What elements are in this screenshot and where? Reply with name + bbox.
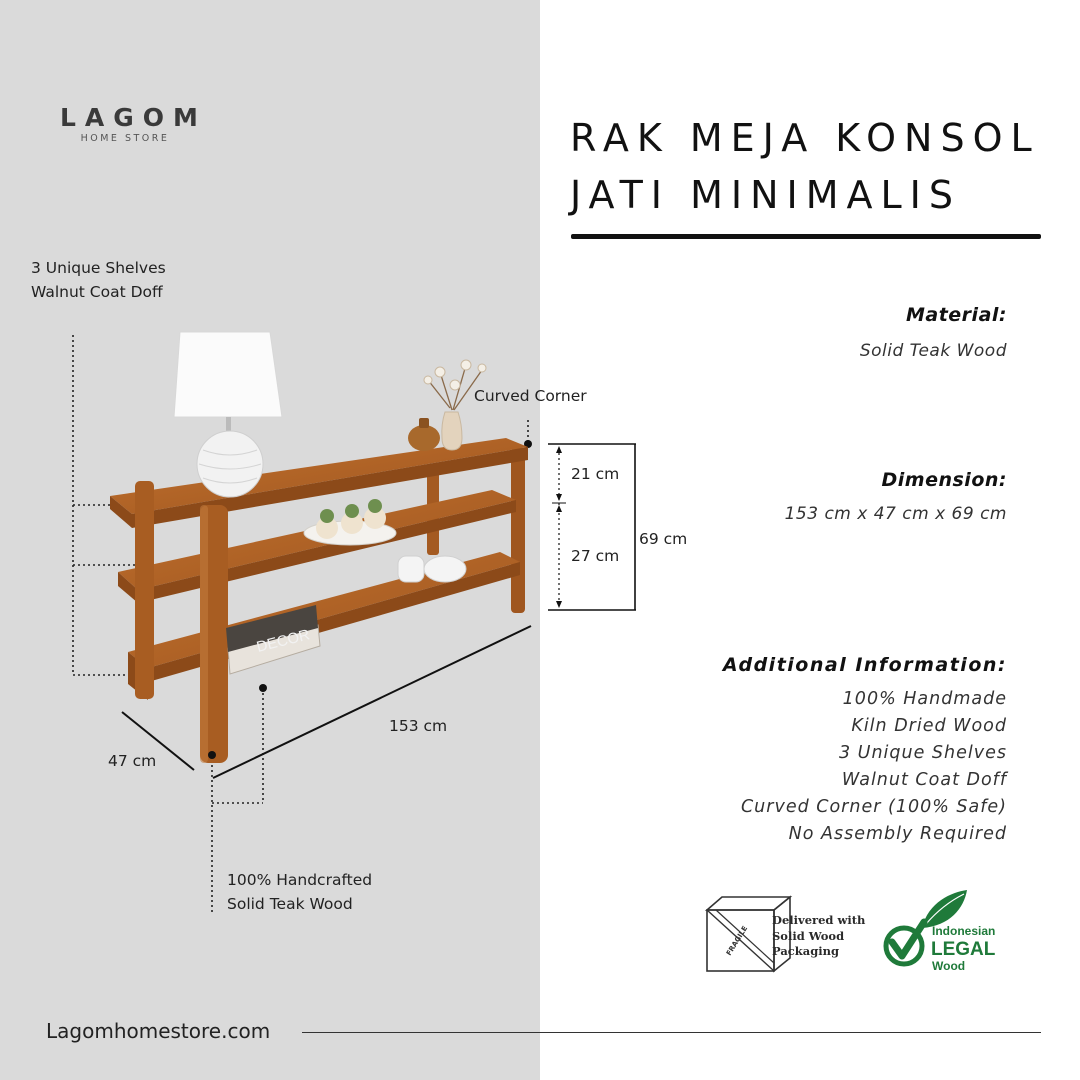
page-title — [570, 110, 1040, 224]
website-link[interactable]: Lagomhomestore.com — [46, 1019, 271, 1043]
dim-lower-gap: 27 cm — [571, 547, 620, 565]
svg-text:FRAGILE: FRAGILE — [724, 924, 750, 958]
brand-logo: LAGOM — [60, 103, 207, 132]
succulent-tray — [304, 499, 396, 545]
title-line-2: JATI MINIMALIS — [570, 173, 961, 217]
book-title: DECOR — [254, 626, 312, 656]
front-leg-left — [135, 481, 154, 699]
dim-upper-gap: 21 cm — [571, 465, 620, 483]
legal-line-3: Wood — [932, 959, 966, 973]
bottom-shelf-marker — [259, 684, 267, 692]
handcrafted-callout-line1: 100% Handcrafted — [227, 871, 373, 889]
info-item: 3 Unique Shelves — [838, 743, 1007, 763]
ceramic-pots — [398, 556, 466, 582]
back-leg-right — [511, 448, 525, 613]
legal-line-1: Indonesian — [932, 924, 996, 938]
packaging-badge-text — [772, 913, 865, 960]
material-label: Material: — [905, 304, 1007, 326]
title-line-1: RAK MEJA KONSOL — [570, 116, 1040, 160]
handcrafted-callout-line2: Solid Teak Wood — [227, 895, 353, 913]
dimension-label: Dimension: — [881, 469, 1007, 491]
packaging-line-3: Packaging — [772, 944, 840, 958]
additional-info-label: Additional Information: — [722, 654, 1007, 676]
packaging-line-1: Delivered with — [772, 913, 866, 927]
packaging-line-2: Solid Wood — [772, 928, 845, 943]
corner-callout: Curved Corner — [474, 387, 587, 405]
info-item: Walnut Coat Doff — [841, 770, 1007, 790]
height-dimension-lines — [548, 444, 636, 610]
dim-height: 69 cm — [639, 530, 688, 548]
dim-depth: 47 cm — [108, 752, 157, 770]
info-item: No Assembly Required — [788, 824, 1007, 844]
material-value: Solid Teak Wood — [859, 341, 1007, 361]
title-underline — [571, 234, 1041, 239]
additional-info-list — [741, 686, 1007, 848]
info-item: 100% Handmade — [842, 689, 1007, 709]
info-item: Kiln Dried Wood — [851, 716, 1007, 736]
depth-dimension-line — [122, 712, 194, 770]
vases — [408, 360, 486, 451]
brand-subtitle: HOME STORE — [80, 133, 170, 144]
shelves-callout-line2: Walnut Coat Doff — [31, 283, 163, 301]
dimension-value: 153 cm x 47 cm x 69 cm — [784, 504, 1007, 524]
table-lamp — [174, 332, 282, 497]
dim-length: 153 cm — [389, 717, 448, 735]
shelves-callout-line1: 3 Unique Shelves — [31, 259, 166, 277]
legal-line-2: LEGAL — [931, 939, 996, 960]
info-item: Curved Corner (100% Safe) — [740, 797, 1007, 817]
footer-divider — [302, 1032, 1041, 1033]
